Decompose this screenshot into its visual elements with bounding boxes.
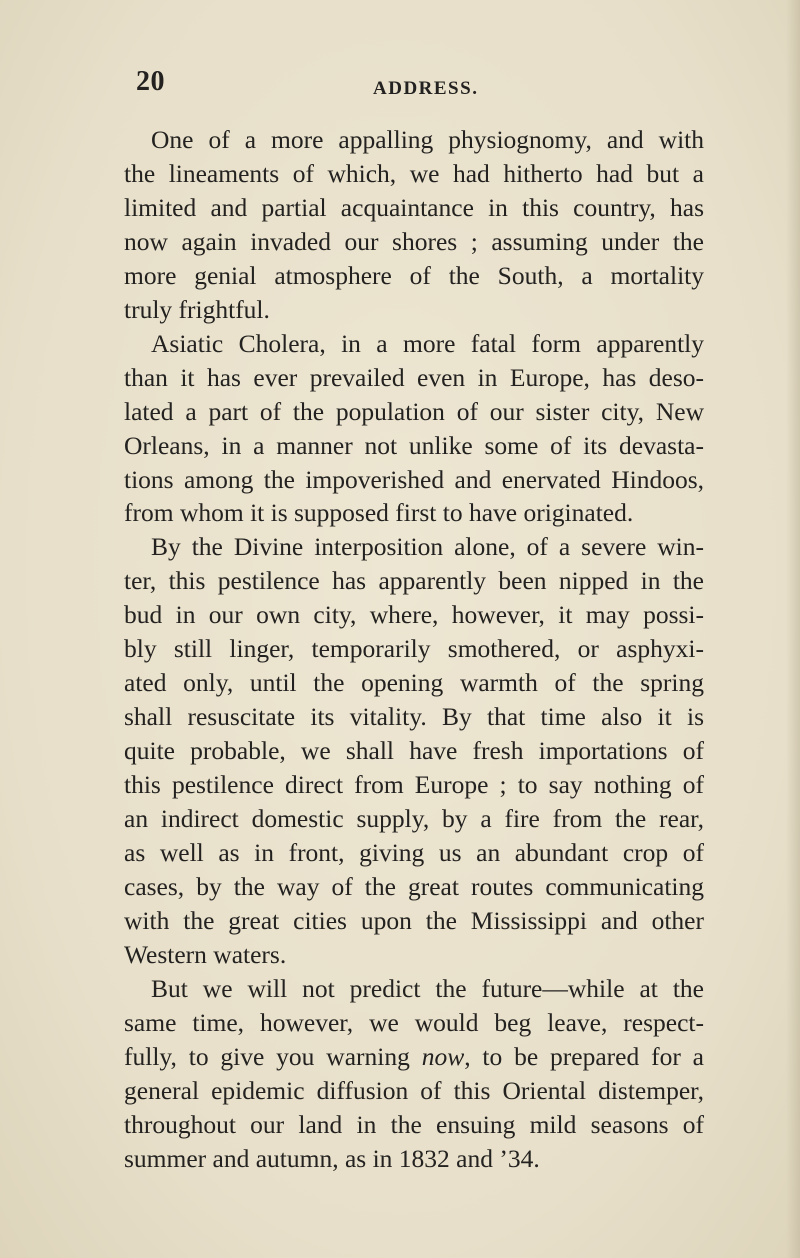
text-line: bud in our own city, where, however, it may possi- (124, 600, 704, 630)
emphasized-word: now (421, 1041, 465, 1071)
text-line: as well as in front, giving us an abundant crop of (124, 838, 704, 868)
text-line: lated a part of the population of our sister city, New (124, 396, 704, 426)
text-line: ated only, until the opening warmth of the spring (124, 668, 704, 698)
text-line: Western waters. (124, 939, 287, 969)
text-line: summer and autumn, as in 1832 and ’34. (124, 1143, 540, 1173)
text-line: general epidemic diffusion of this Oriental distemper, (124, 1075, 704, 1105)
running-head: ADDRESS. (373, 78, 479, 99)
text-line: this pestilence direct from Europe ; to say nothing of (124, 770, 704, 800)
text-line: By the Divine interposition alone, of a severe win- (151, 532, 704, 562)
text-line: the lineaments of which, we had hitherto had but a (124, 158, 704, 188)
page-edge-shadow (786, 0, 800, 1258)
text-line: ter, this pestilence has apparently been nipped in the (124, 566, 704, 596)
text-line: now again invaded our shores ; assuming under the (124, 226, 704, 256)
text-line: an indirect domestic supply, by a fire from the rear, (124, 804, 704, 834)
paragraph (124, 123, 704, 327)
text-line: One of a more appalling physiognomy, and with (151, 125, 704, 154)
text-line (124, 1040, 704, 1074)
text-line: But we will not predict the future—while at the (151, 973, 704, 1003)
paragraph (124, 530, 704, 971)
text-segment: , to be prepared for a (464, 1041, 704, 1071)
text-line: limited and partial acquaintance in this country, has (124, 192, 704, 222)
text-line: than it has ever prevailed even in Europe, has deso- (124, 362, 704, 392)
text-line: same time, however, we would beg leave, respect- (124, 1007, 704, 1037)
text-line: truly frightful. (124, 294, 270, 324)
text-line: bly still linger, temporarily smothered, or asphyxi- (124, 634, 704, 664)
text-line: quite probable, we shall have fresh importations of (124, 736, 704, 766)
text-segment: fully, to give you warning (124, 1041, 422, 1071)
body-text (124, 123, 704, 1176)
text-line: with the great cities upon the Mississippi and other (124, 905, 704, 935)
text-line: more genial atmosphere of the South, a mortality (124, 260, 704, 290)
paragraph (124, 972, 704, 1176)
text-line: tions among the impoverished and enervated Hindoos, (124, 464, 704, 494)
text-line: cases, by the way of the great routes communicating (124, 871, 704, 901)
page-number: 20 (136, 66, 165, 97)
paragraph (124, 327, 704, 531)
text-line: Asiatic Cholera, in a more fatal form apparently (151, 328, 704, 358)
text-line: throughout our land in the ensuing mild seasons of (124, 1109, 704, 1139)
text-line: from whom it is supposed first to have originated. (124, 498, 634, 528)
text-line: Orleans, in a manner not unlike some of its devasta- (124, 430, 704, 460)
text-line: shall resuscitate its vitality. By that time also it is (124, 702, 704, 732)
